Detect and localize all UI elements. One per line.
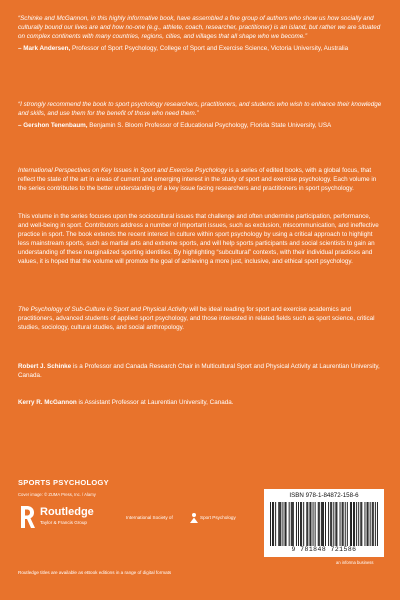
quote-affiliation: Professor of Sport Psychology, College of Sport and Exercise Science, Victoria University, Australia — [70, 45, 349, 53]
publisher-name: Routledge — [40, 506, 94, 518]
routledge-r-icon — [18, 504, 36, 530]
book-title: The Psychology of Sub-Culture in Sport and Physical Activity — [18, 306, 188, 313]
audience-text: will be ideal reading for sport and exercise academics and practitioners, advanced students of applied sport psychology, and those interested in related fields such as sport science, critical studies, sociology, cultural studies, and social anthropology. — [18, 306, 375, 332]
ebook-note: Routledge titles are available as eBook editions in a range of digital formats — [18, 570, 172, 575]
volume-description — [18, 212, 382, 267]
society-name-part2: Sport Psychology — [200, 515, 236, 520]
quote-attribution — [18, 44, 382, 53]
volume-text: This volume in the series focuses upon the sociocultural issues that challenge and often undermine participation, performance, and well-being in sport. Contributors address a number of important issues, such as exclusion, miscommunication, and ineffective practice in sport. The book extends the recent interest in culture within sport psychology by using a critical approach to highlight less mainstream sports, such as martial arts and extreme sports, and will help sports participants and social scientists to gain an understanding of these marginalized sporting identities. By highlighting “subcultural” contexts, with their individual practices and values, it is hoped that the volume will promote the goal of achieving a more just, inclusive, and ethical sport psychology. — [18, 213, 379, 266]
audience-description — [18, 305, 382, 332]
editor-text: is a Professor and Canada Research Chair in Multicultural Sport and Physical Activity at Laurentian University, Canada. — [18, 363, 380, 380]
barcode-number: 9 781848 721586 — [291, 546, 357, 553]
barcode-icon — [270, 502, 378, 546]
editor-bio-1 — [18, 362, 382, 380]
society-logo — [126, 512, 246, 526]
informa-tagline: an informa business — [336, 560, 374, 565]
editor-name: Kerry R. McGannon — [18, 399, 77, 406]
quote-text: “I strongly recommend the book to sport psychology researchers, practitioners, and students who wish to enhance their knowledge and skills, and use them for the benefit of those who need them.” — [18, 101, 382, 118]
footer — [0, 478, 400, 600]
society-name-part1: International Society of — [126, 515, 173, 520]
isbn-number: ISBN 978-1-84872-158-6 — [289, 492, 359, 499]
publisher-logo — [18, 504, 128, 534]
editor-text: is Assistant Professor at Laurentian University, Canada. — [76, 399, 234, 406]
editor-name: Robert J. Schinke — [18, 363, 72, 370]
isbn-barcode — [264, 489, 384, 557]
endorsement-quote-1 — [18, 14, 382, 53]
quote-author: – Mark Andersen, — [18, 45, 71, 53]
issp-emblem-icon — [189, 512, 199, 524]
quote-attribution — [18, 121, 382, 130]
series-description — [18, 166, 382, 193]
series-title: International Perspectives on Key Issues in Sport and Exercise Psychology — [18, 167, 228, 174]
editor-bio-2 — [18, 398, 382, 407]
category-label: SPORTS PSYCHOLOGY — [18, 478, 109, 487]
endorsement-quote-2 — [18, 100, 382, 130]
cover-credit: Cover image: © ZUMA Press, Inc. / Alamy — [18, 492, 96, 497]
publisher-group: Taylor & Francis Group — [40, 520, 87, 525]
quote-author: – Gershon Tenenbaum, — [18, 122, 88, 130]
series-text: is a series of edited books, with a global focus, that reflect the state of the art in areas of current and emerging interest in the study of sport and exercise psychology. Each volume in the series contributes to the better understanding of a key issue facing researchers and practitioners in sport psychology. — [18, 167, 377, 193]
quote-affiliation: Benjamin S. Bloom Professor of Educational Psychology, Florida State University, USA — [87, 122, 332, 130]
quote-text: “Schinke and McGannon, in this highly informative book, have assembled a fine group of authors who show us how socially and culturally bound our lives are and how no-one (e.g., athlete, coach, researcher, practitioner) is an island, but rather we are situated on complex continents with many countries, regions, cities, and villages that all shape who we become.” — [18, 15, 381, 41]
